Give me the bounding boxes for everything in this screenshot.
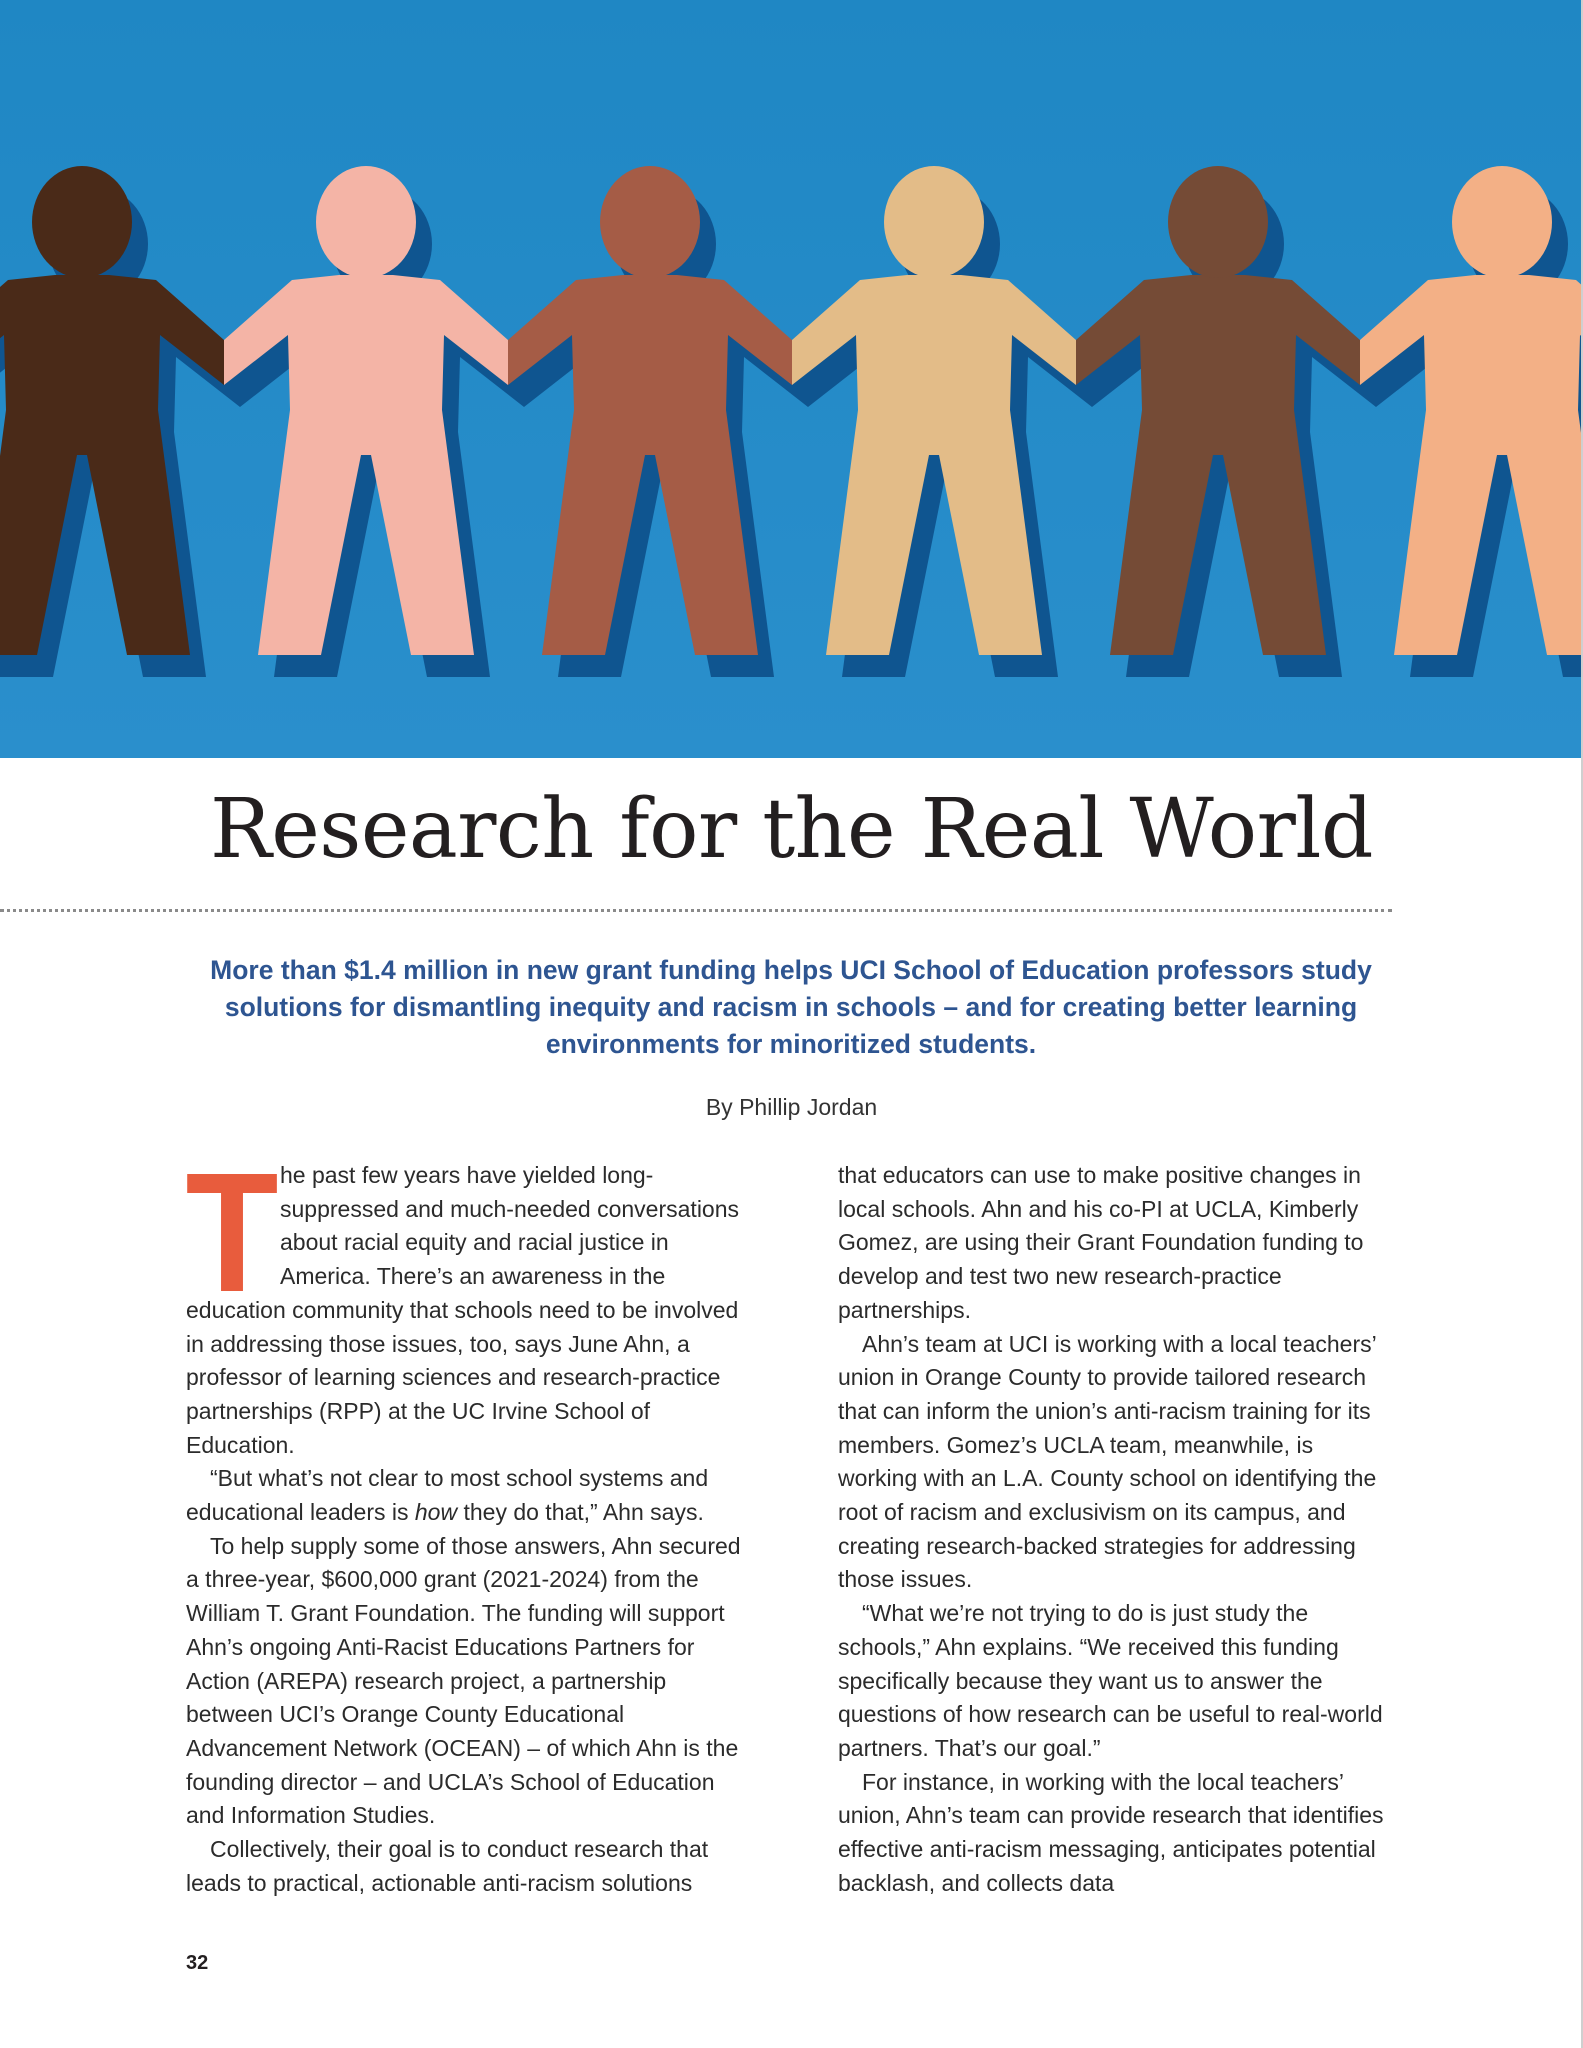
dotted-divider: [0, 909, 1392, 912]
article-title: Research for the Real World: [209, 782, 1374, 877]
paragraph: For instance, in working with the local teachers’ union, Ahn’s team can provide research that identifies effective anti-racism messaging, anticipates potential backlash, and collects data: [838, 1768, 1384, 1896]
paragraph: [186, 1462, 746, 1529]
paragraph: [185, 1138, 746, 1462]
paragraph: “What we’re not trying to do is just study the schools,” Ahn explains. “We received this funding specifically because they want us to answer the questions of how research can be useful to real-world partners. That’s our goal.”: [838, 1600, 1383, 1761]
article-column-right: [838, 1159, 1398, 1900]
paragraph: that educators can use to make positive changes in local schools. Ahn and his co-PI at UCLA, Kimberly Gomez, are using their Grant Foundation funding to develop and test two new research-practice partnerships.: [838, 1162, 1364, 1323]
paragraph-text: “But what’s not clear to most school systems and educational leaders is: [186, 1465, 709, 1526]
byline: By Phillip Jordan: [705, 1094, 878, 1120]
drop-cap: [185, 1138, 279, 1328]
hero-illustration: [0, 0, 1583, 758]
article-dek: More than $1.4 million in new grant funding helps UCI School of Education professors study solutions for dismantling inequity and racism in schools – and for creating better learning environments for minoritized students.: [210, 955, 1372, 1059]
drop-cap-letter: T: [185, 1138, 279, 1328]
paragraph-text: they do that,” Ahn says.: [457, 1499, 704, 1526]
paragraph: Collectively, their goal is to conduct research that leads to practical, actionable anti-racism solutions: [186, 1836, 709, 1896]
paragraph: To help supply some of those answers, Ahn secured a three-year, $600,000 grant (2021-2024) from the William T. Grant Foundation. The funding will support Ahn’s ongoing Anti-Racist Educations Partners for Action (AREPA) research project, a partnership between UCI’s Orange County Educational Advancement Network (OCEAN) – of which Ahn is the founding director – and UCLA’s School of Education and Information Studies.: [186, 1532, 741, 1829]
emphasis-text: how: [414, 1499, 458, 1526]
paragraph: Ahn’s team at UCI is working with a local teachers’ union in Orange County to provide tailored research that can inform the union’s anti-racism training for its members. Gomez’s UCLA team, meanwhile, is working with an L.A. County school on identifying the root of racism and exclusivism on its campus, and creating research-backed strategies for addressing those issues.: [838, 1330, 1377, 1593]
paper-doll-chain-illustration: [0, 0, 1583, 758]
paragraph-text: he past few years have yielded long-suppressed and much-needed conversations about racial equity and racial justice in America. There’s an awareness in the education community that schools need to be involved in addressing those issues, too, says June Ahn, a professor of learning sciences and research-practice partnerships (RPP) at the UC Irvine School of Education.: [186, 1162, 740, 1458]
page-number: 32: [186, 1952, 209, 1974]
article-column-left: [185, 1138, 746, 1900]
